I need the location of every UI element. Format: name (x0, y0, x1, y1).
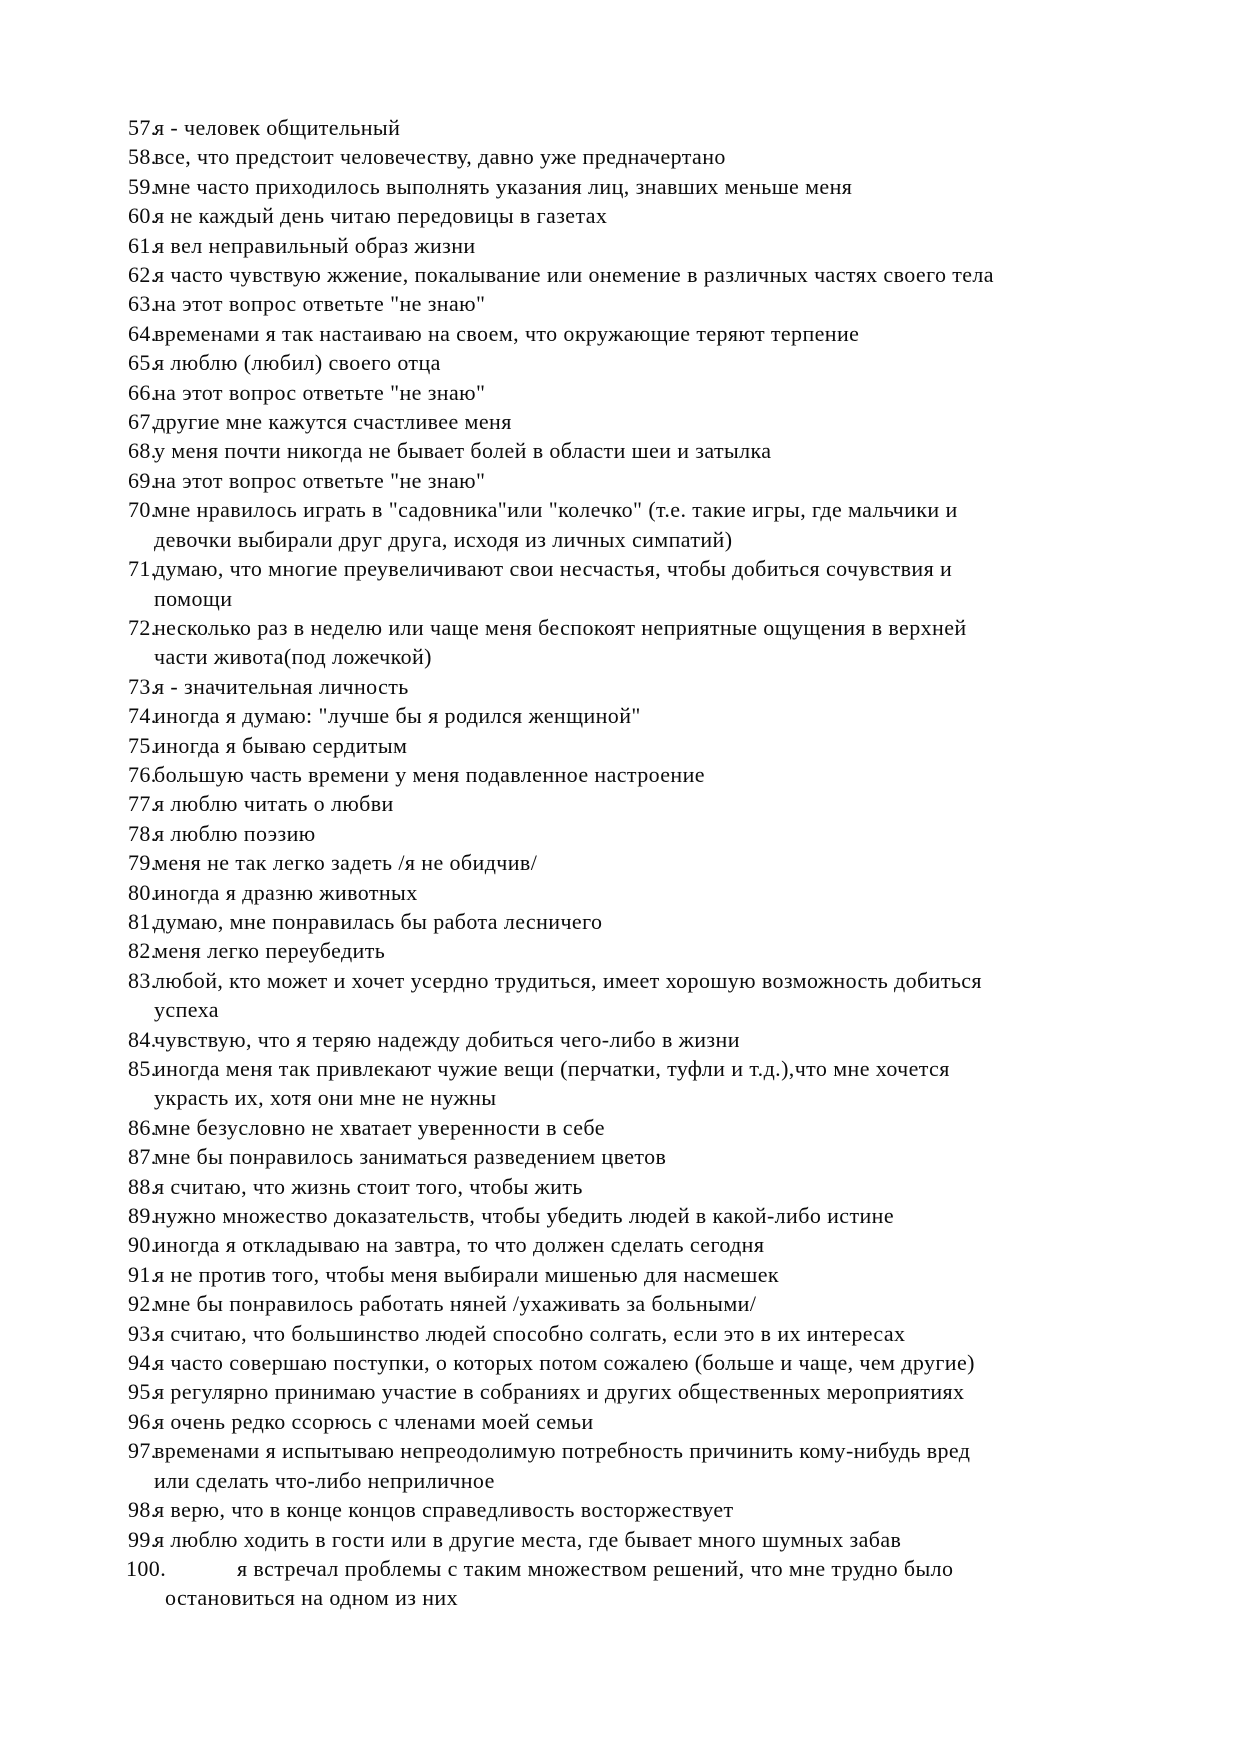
item-number: 63. (128, 291, 157, 317)
list-item (128, 172, 1140, 201)
item-text (154, 1407, 1140, 1436)
item-number: 72. (128, 614, 157, 640)
list-item (128, 201, 1140, 230)
item-text (154, 1289, 1140, 1318)
item-number: 99. (128, 1526, 157, 1552)
item-text-line: иногда я думаю: "лучше бы я родился женщиной" (154, 703, 641, 729)
item-text-line: я люблю ходить в гости или в другие места, где бывает много шумных забав (154, 1526, 902, 1552)
item-number: 78. (128, 820, 157, 846)
list-item (128, 1319, 1140, 1348)
question-list (128, 113, 1140, 1613)
list-item (128, 231, 1140, 260)
item-text (154, 1113, 1140, 1142)
item-text-line: мне бы понравилось заниматься разведением цветов (154, 1144, 667, 1170)
item-text-line: я не каждый день читаю передовицы в газетах (154, 203, 608, 229)
item-text (154, 1348, 1140, 1377)
item-text (154, 378, 1140, 407)
item-text-line: девочки выбирали друг друга, исходя из личных симпатий) (154, 526, 733, 552)
list-item (128, 1377, 1140, 1406)
item-number: 67. (128, 409, 157, 435)
item-text-line: я - человек общительный (154, 115, 401, 140)
list-item (128, 701, 1140, 730)
item-number: 95. (128, 1379, 157, 1405)
item-text-line: я вел неправильный образ жизни (154, 232, 476, 258)
item-text-line: украсть их, хотя они мне не нужны (154, 1085, 497, 1111)
list-item (128, 731, 1140, 760)
item-number: 98. (128, 1497, 157, 1523)
item-number: 82. (128, 938, 157, 964)
item-text-line: я люблю поэзию (154, 820, 316, 846)
item-text-line: я встречал проблемы с таким множеством решений, что мне трудно было (237, 1555, 954, 1581)
item-text-line: меня легко переубедить (154, 938, 386, 964)
item-text (154, 172, 1140, 201)
item-text-line: временами я испытываю непреодолимую потребность причинить кому-нибудь вред (154, 1438, 971, 1464)
item-text (154, 760, 1140, 789)
item-text (154, 1142, 1140, 1171)
list-item (128, 466, 1140, 495)
item-number: 70. (128, 497, 157, 523)
item-text-line: я очень редко ссорюсь с членами моей семьи (154, 1408, 594, 1434)
item-number: 74. (128, 703, 157, 729)
item-text (154, 466, 1140, 495)
list-item (128, 1407, 1140, 1436)
item-text (154, 319, 1140, 348)
item-number: 57. (128, 115, 157, 140)
list-item (128, 819, 1140, 848)
item-number: 77. (128, 791, 157, 817)
item-number: 62. (128, 262, 157, 288)
item-text-line: у меня почти никогда не бывает болей в области шеи и затылка (154, 438, 772, 464)
item-text (154, 731, 1140, 760)
list-item (128, 407, 1140, 436)
list-item (128, 1289, 1140, 1318)
item-text (154, 554, 1140, 613)
list-item (128, 613, 1140, 672)
item-number: 66. (128, 379, 157, 405)
item-text-line: на этот вопрос ответьте "не знаю" (154, 379, 486, 405)
list-item (128, 1054, 1140, 1113)
list-item (128, 289, 1140, 318)
item-text-line: я люблю читать о любви (154, 791, 394, 817)
list-item (128, 495, 1140, 554)
list-item (128, 319, 1140, 348)
item-text (154, 819, 1140, 848)
item-text (154, 936, 1140, 965)
list-item (128, 1142, 1140, 1171)
item-text (154, 907, 1140, 936)
item-text (154, 348, 1140, 377)
item-number: 75. (128, 732, 157, 758)
item-number: 88. (128, 1173, 157, 1199)
item-number: 96. (128, 1408, 157, 1434)
item-text (154, 289, 1140, 318)
item-text (154, 113, 1140, 142)
list-item (128, 936, 1140, 965)
item-number: 83. (128, 967, 157, 993)
item-text-line: иногда я бываю сердитым (154, 732, 408, 758)
item-number: 71. (128, 556, 157, 582)
item-text (154, 1436, 1140, 1495)
item-number: 64. (128, 320, 157, 346)
item-text (154, 407, 1140, 436)
item-number: 89. (128, 1203, 157, 1229)
item-text (154, 1201, 1140, 1230)
item-text-line: я верю, что в конце концов справедливость восторжествует (154, 1497, 734, 1523)
item-number: 68. (128, 438, 157, 464)
item-number: 87. (128, 1144, 157, 1170)
list-item (128, 1525, 1140, 1554)
item-text-line: думаю, мне понравилась бы работа лесничего (154, 908, 603, 934)
item-text-line: иногда меня так привлекают чужие вещи (перчатки, туфли и т.д.),что мне хочется (154, 1056, 950, 1081)
list-item (128, 878, 1140, 907)
list-item (128, 672, 1140, 701)
item-text-line: на этот вопрос ответьте "не знаю" (154, 291, 486, 317)
item-text (154, 495, 1140, 554)
item-number: 65. (128, 350, 157, 376)
item-text-line: я считаю, что жизнь стоит того, чтобы жить (154, 1173, 583, 1199)
item-text (154, 1525, 1140, 1554)
list-item (128, 378, 1140, 407)
item-text (154, 231, 1140, 260)
item-number: 90. (128, 1232, 157, 1258)
item-number: 69. (128, 467, 157, 493)
item-number: 97. (128, 1438, 157, 1464)
item-text-line: я регулярно принимаю участие в собраниях и других общественных мероприятиях (154, 1379, 965, 1405)
item-text-line: иногда я откладываю на завтра, то что должен сделать сегодня (154, 1232, 765, 1258)
list-item (128, 113, 1140, 142)
item-text (154, 1054, 1140, 1113)
item-text-line: все, что предстоит человечеству, давно уже предначертано (154, 144, 726, 170)
item-text (154, 613, 1140, 672)
item-text-line: на этот вопрос ответьте "не знаю" (154, 467, 486, 493)
item-number: 58. (128, 144, 157, 170)
item-number: 73. (128, 673, 157, 699)
item-number: 59. (128, 173, 157, 199)
item-text-line: помощи (154, 585, 233, 611)
item-number: 80. (128, 879, 157, 905)
item-number: 86. (128, 1114, 157, 1140)
item-text (154, 848, 1140, 877)
item-text-line: несколько раз в неделю или чаще меня беспокоят неприятные ощущения в верхней (154, 614, 967, 640)
list-item (128, 1230, 1140, 1259)
item-text-line: успеха (154, 997, 219, 1023)
list-item (128, 436, 1140, 465)
item-text-line: я люблю (любил) своего отца (154, 350, 441, 376)
item-text-line: я часто чувствую жжение, покалывание или онемение в различных частях своего тела (154, 262, 994, 288)
list-item (128, 1025, 1140, 1054)
item-text-line: любой, кто может и хочет усердно трудиться, имеет хорошую возможность добиться (154, 967, 982, 993)
item-text-line: или сделать что-либо неприличное (154, 1467, 495, 1493)
item-text-line: чувствую, что я теряю надежду добиться чего-либо в жизни (154, 1026, 740, 1052)
list-item (128, 789, 1140, 818)
item-text-line: я не против того, чтобы меня выбирали мишенью для насмешек (154, 1261, 780, 1287)
item-number: 100. (126, 1555, 167, 1581)
item-text (154, 966, 1140, 1025)
list-item (128, 554, 1140, 613)
item-text-line: нужно множество доказательств, чтобы убедить людей в какой-либо истине (154, 1203, 894, 1229)
item-text (154, 1260, 1140, 1289)
item-number: 93. (128, 1320, 157, 1346)
item-text (154, 789, 1140, 818)
list-item (128, 348, 1140, 377)
item-number: 60. (128, 203, 157, 229)
item-text (154, 1495, 1140, 1524)
item-text (154, 701, 1140, 730)
list-item (128, 1201, 1140, 1230)
item-text (154, 1377, 1140, 1406)
item-text (154, 142, 1140, 171)
item-text (154, 201, 1140, 230)
item-number: 94. (128, 1350, 157, 1376)
list-item (128, 1348, 1140, 1377)
item-text-line: части живота(под ложечкой) (154, 644, 432, 670)
item-number: 84. (128, 1026, 157, 1052)
item-text-line: временами я так настаиваю на своем, что окружающие теряют терпение (154, 320, 860, 346)
list-item (128, 848, 1140, 877)
item-text-line: мне безусловно не хватает уверенности в себе (154, 1114, 605, 1140)
item-text-line: меня не так легко задеть /я не обидчив/ (154, 850, 538, 876)
item-text-line: другие мне кажутся счастливее меня (154, 409, 512, 435)
list-item (128, 1495, 1140, 1524)
item-text (154, 1025, 1140, 1054)
list-item (128, 260, 1140, 289)
item-text-line: мне часто приходилось выполнять указания лиц, знавших меньше меня (154, 173, 853, 199)
item-text-line: я часто совершаю поступки, о которых потом сожалею (больше и чаще, чем другие) (154, 1350, 975, 1376)
item-number: 81. (128, 908, 157, 934)
item-text-line: иногда я дразню животных (154, 879, 418, 905)
list-item (128, 907, 1140, 936)
item-text (154, 436, 1140, 465)
item-number: 79. (128, 850, 157, 876)
item-number: 61. (128, 232, 157, 258)
list-item (128, 1172, 1140, 1201)
list-item (128, 760, 1140, 789)
item-text-line: большую часть времени у меня подавленное настроение (154, 761, 705, 787)
list-item (128, 1554, 1140, 1613)
item-text-line: мне бы понравилось работать няней /ухаживать за больными/ (154, 1291, 757, 1317)
item-text (154, 672, 1140, 701)
item-number: 85. (128, 1056, 157, 1081)
list-item (128, 142, 1140, 171)
item-text-line: остановиться на одном из них (165, 1585, 459, 1611)
item-text-line: мне нравилось играть в "садовника"или "колечко" (т.е. такие игры, где мальчики и (154, 497, 958, 523)
item-text (154, 260, 1140, 289)
item-number: 76. (128, 761, 157, 787)
list-item (128, 1113, 1140, 1142)
list-item (128, 1436, 1140, 1495)
item-text-line: я считаю, что большинство людей способно солгать, если это в их интересах (154, 1320, 906, 1346)
item-text (154, 878, 1140, 907)
item-text (154, 1319, 1140, 1348)
item-text (154, 1230, 1140, 1259)
item-number: 92. (128, 1291, 157, 1317)
item-text (154, 1172, 1140, 1201)
list-item (128, 1260, 1140, 1289)
list-item (128, 966, 1140, 1025)
item-text (165, 1554, 1140, 1613)
item-text-line: думаю, что многие преувеличивают свои несчастья, чтобы добиться сочувствия и (154, 556, 953, 582)
item-number: 91. (128, 1261, 157, 1287)
item-text-line: я - значительная личность (154, 673, 409, 699)
